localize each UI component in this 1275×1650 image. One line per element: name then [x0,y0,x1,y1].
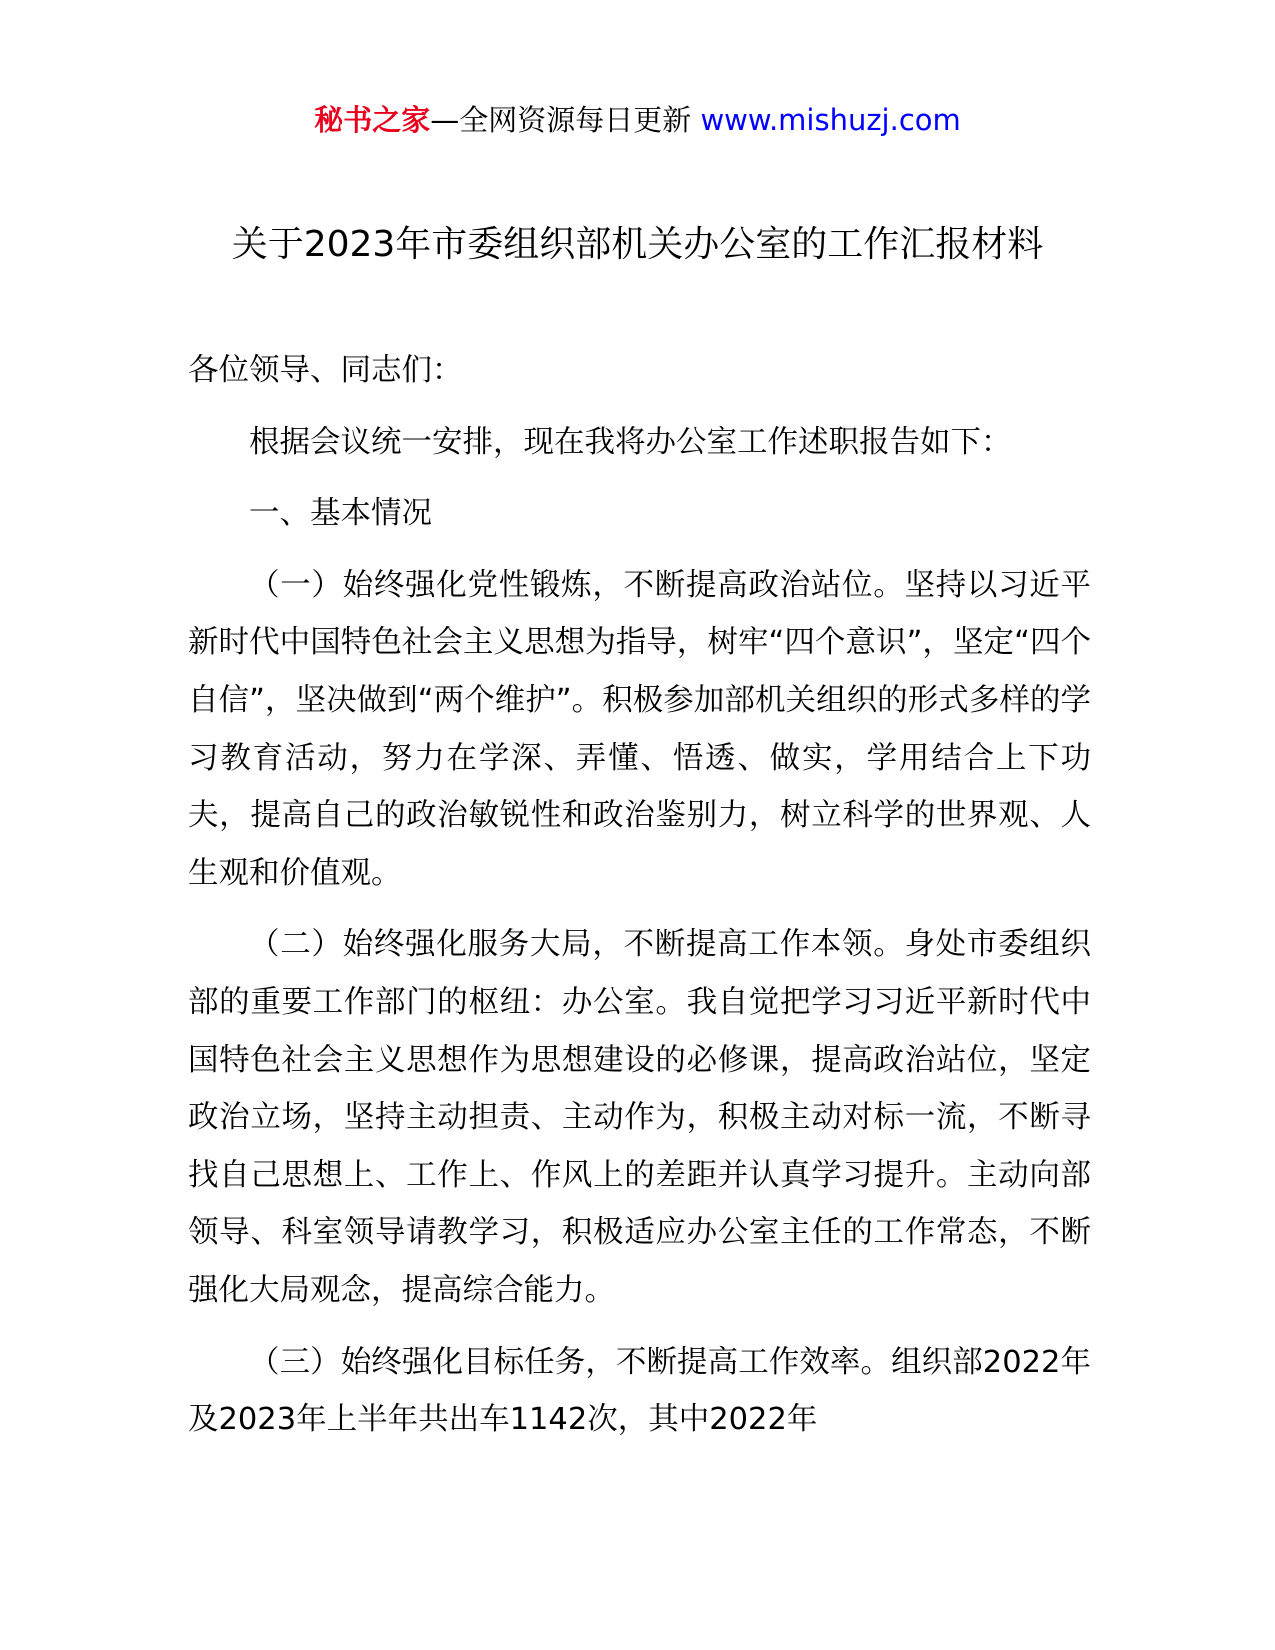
site-header [0,100,1275,140]
site-brand: 秘书之家 [314,103,431,137]
site-url-link[interactable]: www.mishuzj.com [700,103,961,137]
salutation: 各位领导、同志们： [188,353,463,388]
document-body [188,342,1091,1449]
paragraph-intro: 根据会议统一安排，现在我将办公室工作述职报告如下： [249,424,1012,460]
section-heading-basic: 一、基本情况 [249,496,432,532]
paragraph-2: （二）始终强化服务大局，不断提高工作本领。身处市委组织部的重要工作部门的枢纽：办公室。我自觉把学习习近平新时代中国特色社会主义思想作为思想建设的必修课，提高政治站位，坚定政治立场，坚持主动担责、主动作为，积极主动对标一流，不断寻找自己思想上、工作上、作风上的差距并认真学习提升。主动向部领导、科室领导请教学习，积极适应办公室主任的工作常态，不断强化大局观念，提高综合能力。 [188,927,1091,1308]
paragraph-3: （三）始终强化目标任务，不断提高工作效率。组织部2022年及2023年上半年共出车1142次，其中2022年 [188,1344,1091,1438]
paragraph-1: （一）始终强化党性锻炼，不断提高政治站位。坚持以习近平新时代中国特色社会主义思想为指导，树牢“四个意识”，坚定“四个自信”，坚决做到“两个维护”。积极参加部机关组织的形式多样的学习教育活动，努力在学深、弄懂、悟透、做实，学用结合上下功夫，提高自己的政治敏锐性和政治鉴别力，树立科学的世界观、人生观和价值观。 [188,567,1091,891]
document-title: 关于2023年市委组织部机关办公室的工作汇报材料 [231,224,1044,265]
site-slogan: —全网资源每日更新 [430,103,692,137]
